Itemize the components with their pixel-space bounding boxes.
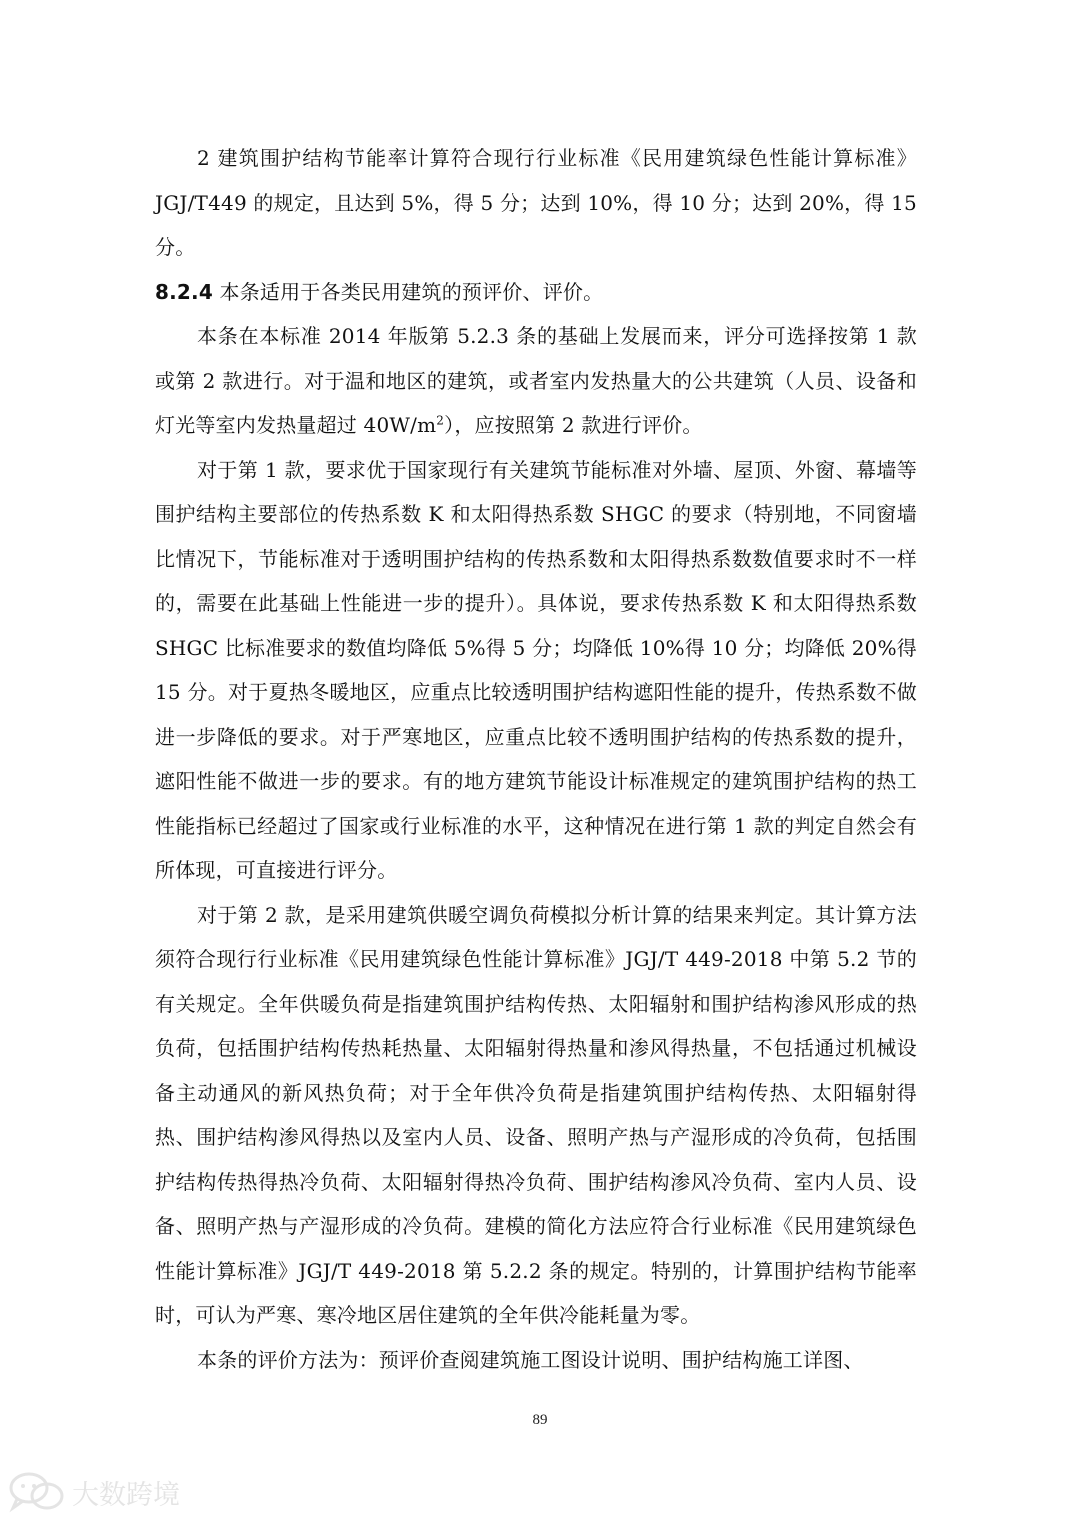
wechat-bubble-logo-icon	[8, 1470, 66, 1514]
paragraph-origin	[155, 314, 917, 448]
paragraph-origin-text: 本条在本标准 2014 年版第 5.2.3 条的基础上发展而来，评分可选择按第 1 款或第 2 款进行。对于温和地区的建筑，或者室内发热量大的公共建筑（人员、设备和灯光等室内发热量超过 40W/m	[155, 324, 917, 437]
paragraph-item-2: 2 建筑围护结构节能率计算符合现行行业标准《民用建筑绿色性能计算标准》JGJ/T449 的规定，且达到 5%，得 5 分；达到 10%，得 10 分；达到 20%，得 15 分。	[155, 146, 917, 259]
clause-8-2-4	[155, 270, 917, 315]
clause-number: 8.2.4	[155, 279, 213, 304]
page-number: 89	[532, 1412, 548, 1428]
watermark-text: 大数跨境	[72, 1479, 180, 1511]
paragraph-evaluation-method: 本条的评价方法为：预评价查阅建筑施工图设计说明、围护结构施工详图、	[197, 1347, 864, 1372]
paragraph-item-1-explanation: 对于第 1 款，要求优于国家现行有关建筑节能标准对外墙、屋顶、外窗、幕墙等围护结构主要部位的传热系数 K 和太阳得热系数 SHGC 的要求（特别地，不同窗墙比情况下，节能标准对于透明围护结构的传热系数和太阳得热系数数值要求时不一样的，需要在此基础上性能进一步的提升）。具体说，要求传热系数 K 和太阳得热系数 SHGC 比标准要求的数值均降低 5%得 5 分；均降低 10%得 10 分；均降低 20%得 15 分。对于夏热冬暖地区，应重点比较透明围护结构遮阳性能的提升，传热系数不做进一步降低的要求。对于严寒地区，应重点比较不透明围护结构的传热系数的提升，遮阳性能不做进一步的要求。有的地方建筑节能设计标准规定的建筑围护结构的热工性能指标已经超过了国家或行业标准的水平，这种情况在进行第 1 款的判定自然会有所体现，可直接进行评分。	[155, 457, 917, 882]
paragraph-origin-tail: ），应按照第 2 款进行评价。	[444, 413, 703, 437]
watermark	[8, 1466, 180, 1518]
clause-text: 本条适用于各类民用建筑的预评价、评价。	[212, 279, 604, 304]
superscript: 2	[436, 413, 445, 428]
document-body	[155, 136, 917, 1382]
paragraph-item-2-explanation: 对于第 2 款，是采用建筑供暖空调负荷模拟分析计算的结果来判定。其计算方法须符合现行行业标准《民用建筑绿色性能计算标准》JGJ/T 449-2018 中第 5.2 节的有关规定。全年供暖负荷是指建筑围护结构传热、太阳辐射和围护结构渗风形成的热负荷，包括围护结构传热耗热量、太阳辐射得热量和渗风得热量，不包括通过机械设备主动通风的新风热负荷；对于全年供冷负荷是指建筑围护结构传热、太阳辐射得热、围护结构渗风得热以及室内人员、设备、照明产热与产湿形成的冷负荷，包括围护结构传热得热冷负荷、太阳辐射得热冷负荷、围护结构渗风冷负荷、室内人员、设备、照明产热与产湿形成的冷负荷。建模的简化方法应符合行业标准《民用建筑绿色性能计算标准》JGJ/T 449-2018 第 5.2.2 条的规定。特别的，计算围护结构节能率时，可认为严寒、寒冷地区居住建筑的全年供冷能耗量为零。	[155, 902, 917, 1327]
